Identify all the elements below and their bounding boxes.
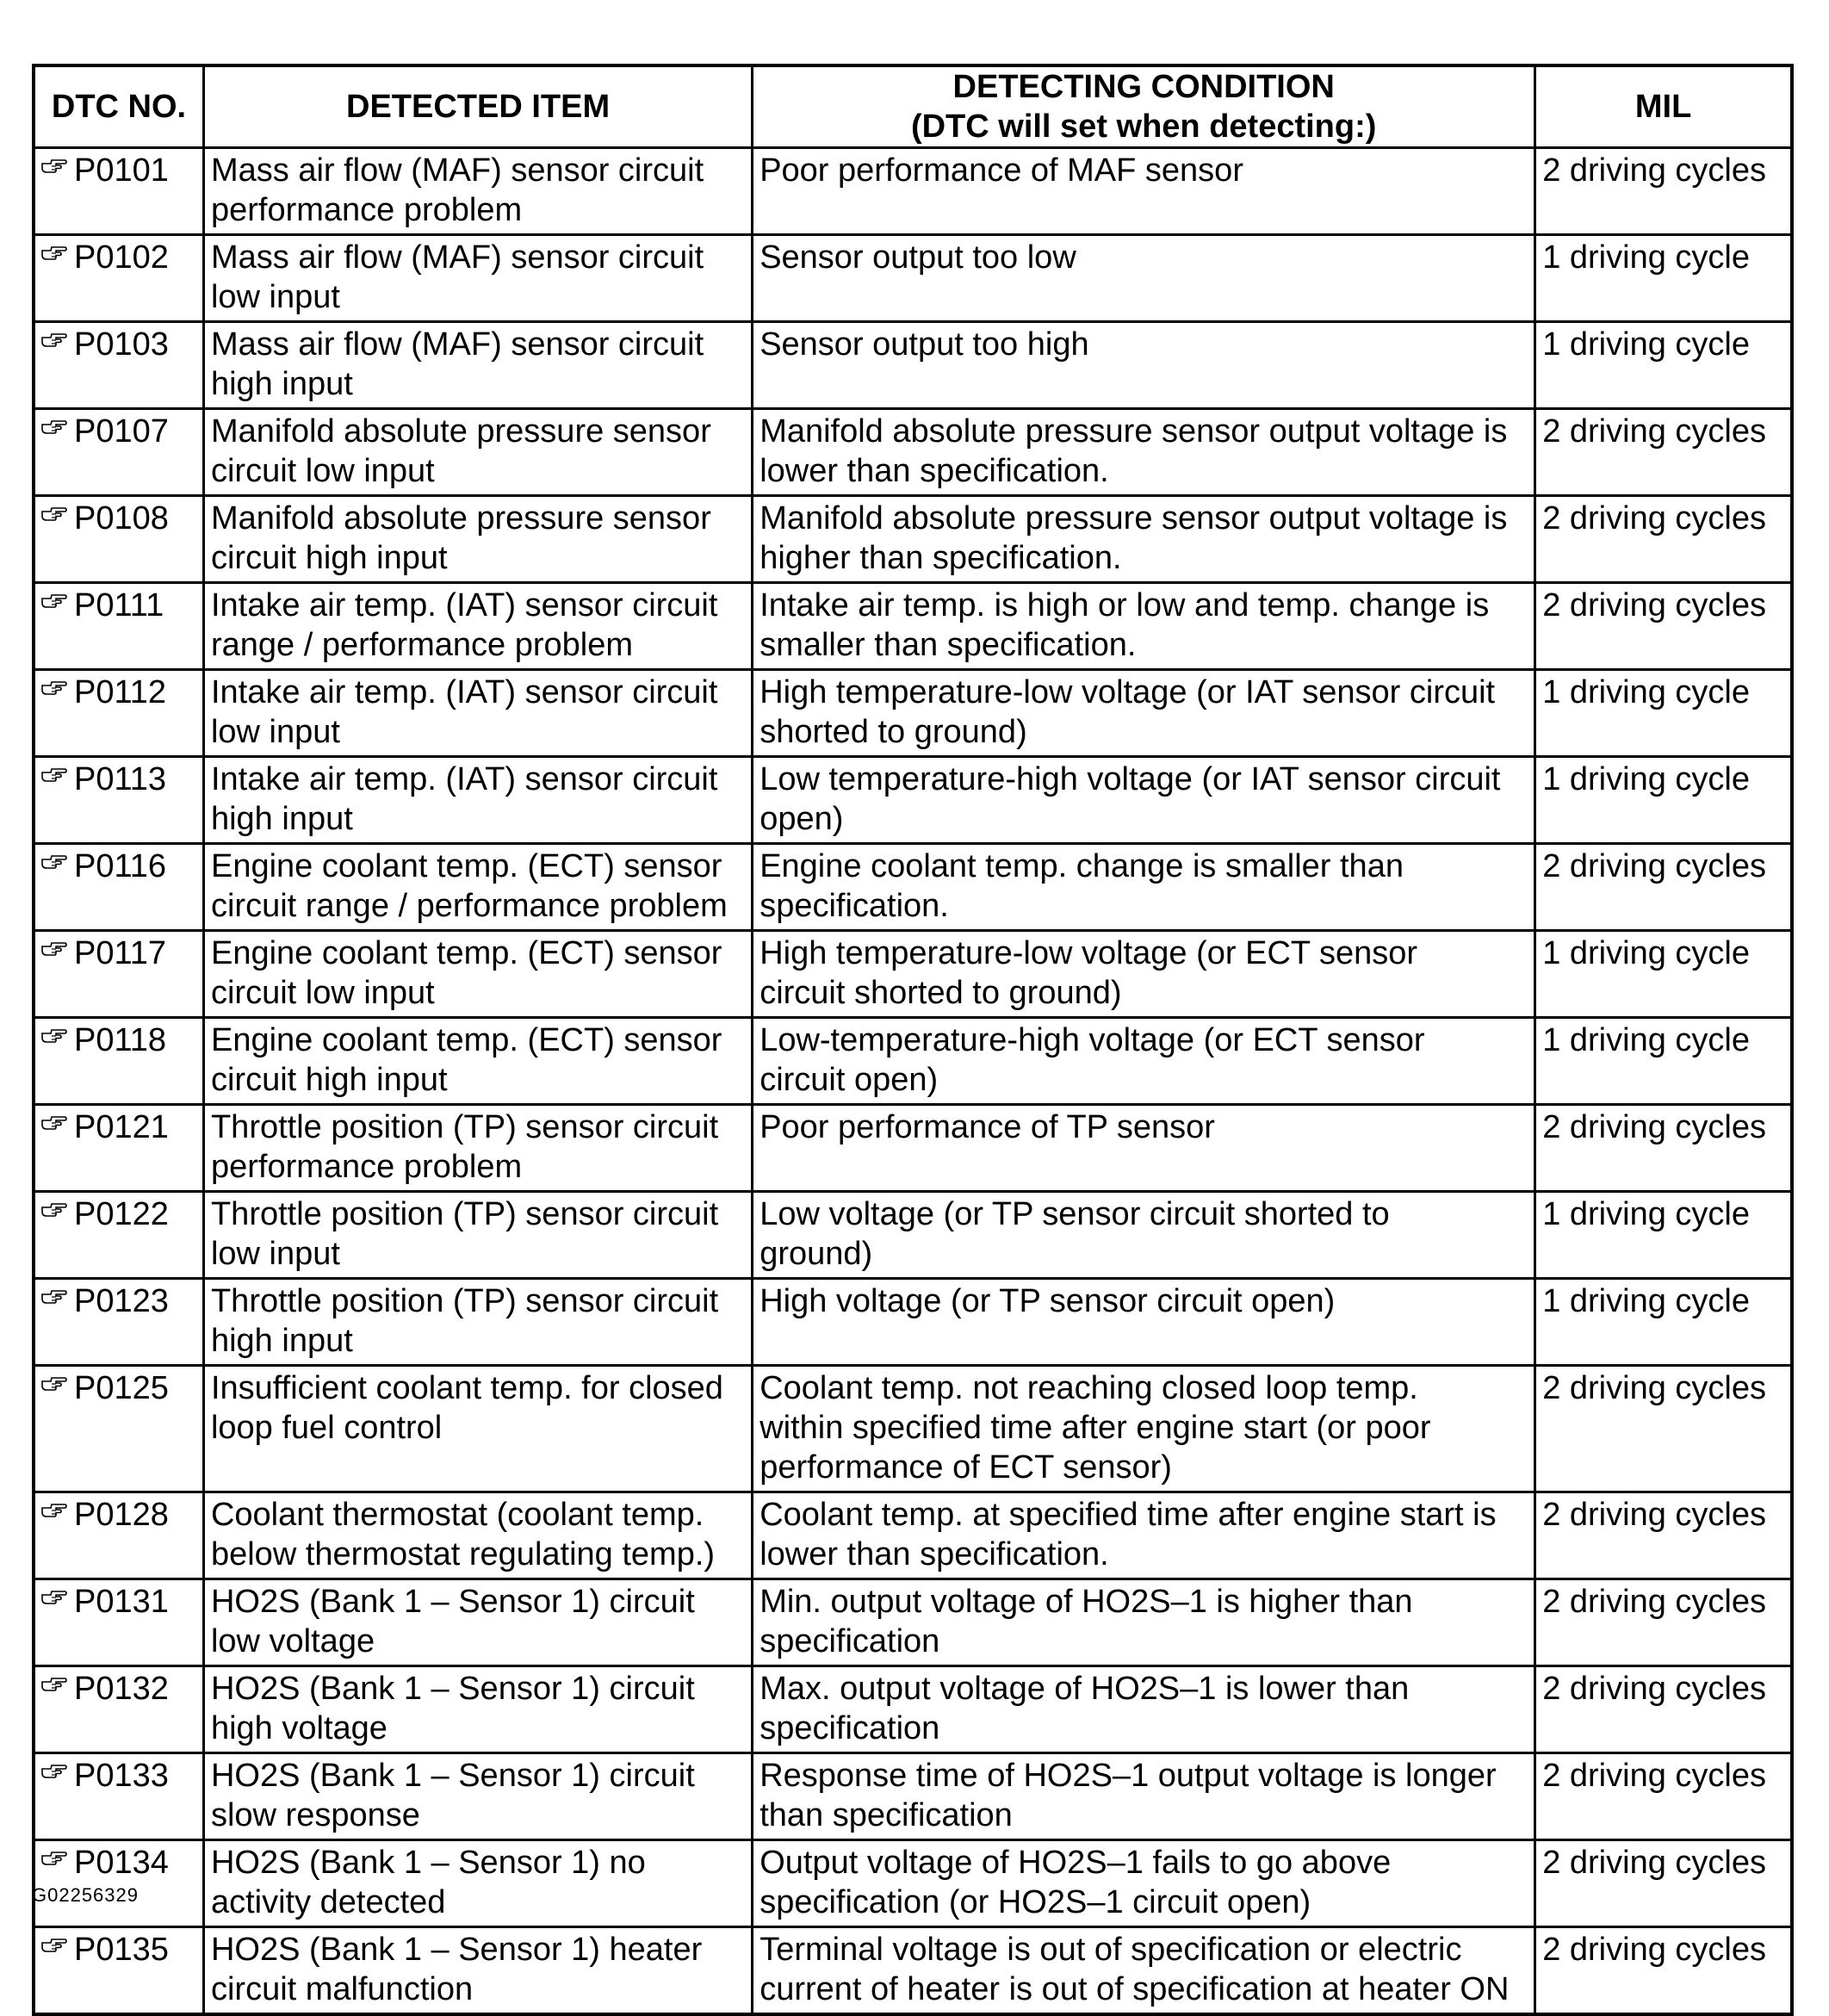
header-mil: MIL	[1535, 65, 1792, 148]
detected-item: HO2S (Bank 1 – Sensor 1) heater circuit malfunction	[210, 1932, 703, 2007]
dtc-code-cell	[34, 670, 203, 757]
detecting-condition: Output voltage of HO2S–1 fails to go above specification (or HO2S–1 circuit open)	[760, 1845, 1392, 1920]
detected-item-cell	[203, 583, 752, 670]
pointing-hand-icon	[41, 592, 67, 608]
dtc-code: P0101	[74, 152, 169, 189]
detecting-condition-cell	[753, 1018, 1535, 1105]
detected-item: HO2S (Bank 1 – Sensor 1) no activity detected	[210, 1845, 646, 1920]
mil-value: 1 driving cycle	[1542, 239, 1750, 276]
table-row	[34, 931, 1792, 1018]
table-row	[34, 1927, 1792, 2015]
dtc-code: P0125	[74, 1370, 169, 1406]
mil-value: 1 driving cycle	[1542, 935, 1750, 971]
pointing-hand-icon	[41, 1850, 67, 1865]
detected-item-cell	[203, 496, 752, 583]
detecting-condition: Terminal voltage is out of specification or electric current of heater is out of specification at heater ON	[760, 1932, 1510, 2007]
detecting-condition-cell	[753, 496, 1535, 583]
dtc-code: P0117	[74, 935, 167, 971]
table-row	[34, 1579, 1792, 1666]
detecting-condition-cell	[753, 1753, 1535, 1840]
table-row	[34, 1105, 1792, 1192]
table-row	[34, 583, 1792, 670]
header-detected-item: DETECTED ITEM	[203, 65, 752, 148]
mil-cell	[1535, 1018, 1792, 1105]
mil-value: 2 driving cycles	[1542, 413, 1766, 450]
detecting-condition: Max. output voltage of HO2S–1 is lower than specification	[760, 1671, 1410, 1746]
dtc-code: P0123	[74, 1283, 169, 1319]
detected-item-cell	[203, 844, 752, 931]
detecting-condition: Sensor output too high	[760, 326, 1089, 363]
dtc-table	[32, 64, 1794, 2016]
table-row	[34, 1753, 1792, 1840]
table-row	[34, 496, 1792, 583]
detected-item: HO2S (Bank 1 – Sensor 1) circuit slow response	[210, 1758, 695, 1833]
detected-item-cell	[203, 409, 752, 496]
header-detecting-condition	[753, 65, 1535, 148]
pointing-hand-icon	[41, 1763, 67, 1778]
dtc-code-cell	[34, 322, 203, 409]
mil-value: 2 driving cycles	[1542, 152, 1766, 189]
detected-item-cell	[203, 322, 752, 409]
detecting-condition: Poor performance of MAF sensor	[760, 152, 1243, 189]
detecting-condition: High temperature-low voltage (or IAT sensor circuit shorted to ground)	[760, 674, 1496, 750]
mil-cell	[1535, 1753, 1792, 1840]
detected-item: Engine coolant temp. (ECT) sensor circuit high input	[210, 1022, 722, 1098]
dtc-code-cell	[34, 1492, 203, 1579]
dtc-code-cell	[34, 409, 203, 496]
detecting-condition-cell	[753, 409, 1535, 496]
detected-item-cell	[203, 757, 752, 844]
dtc-code: P0135	[74, 1932, 169, 1968]
detected-item: Manifold absolute pressure sensor circuit high input	[210, 500, 711, 576]
table-row	[34, 1018, 1792, 1105]
mil-value: 2 driving cycles	[1542, 1109, 1766, 1145]
mil-value: 2 driving cycles	[1542, 1845, 1766, 1881]
detected-item-cell	[203, 1840, 752, 1927]
mil-value: 1 driving cycle	[1542, 761, 1750, 797]
detecting-condition-cell	[753, 148, 1535, 235]
mil-cell	[1535, 235, 1792, 322]
pointing-hand-icon	[41, 332, 67, 347]
detecting-condition: Low temperature-high voltage (or IAT sensor circuit open)	[760, 761, 1501, 837]
detecting-condition: Poor performance of TP sensor	[760, 1109, 1215, 1145]
header-dtc-no: DTC NO.	[34, 65, 203, 148]
dtc-code: P0107	[74, 413, 169, 450]
pointing-hand-icon	[41, 1589, 67, 1604]
table-row	[34, 757, 1792, 844]
detected-item-cell	[203, 1366, 752, 1492]
table-row	[34, 1840, 1792, 1927]
detected-item-cell	[203, 670, 752, 757]
detecting-condition: Response time of HO2S–1 output voltage is longer than specification	[760, 1758, 1497, 1833]
dtc-code: P0128	[74, 1497, 169, 1533]
dtc-code-cell	[34, 1279, 203, 1366]
table-row	[34, 1666, 1792, 1753]
table-row	[34, 1492, 1792, 1579]
mil-cell	[1535, 1366, 1792, 1492]
detected-item: Manifold absolute pressure sensor circuit low input	[210, 413, 711, 489]
detecting-condition-cell	[753, 931, 1535, 1018]
table-body	[34, 148, 1792, 2015]
detected-item: Mass air flow (MAF) sensor circuit performance problem	[210, 152, 704, 228]
mil-value: 2 driving cycles	[1542, 1584, 1766, 1620]
dtc-code: P0103	[74, 326, 169, 363]
pointing-hand-icon	[41, 1288, 67, 1304]
dtc-code-cell	[34, 1666, 203, 1753]
pointing-hand-icon	[41, 506, 67, 521]
mil-cell	[1535, 322, 1792, 409]
pointing-hand-icon	[41, 766, 67, 782]
detecting-condition: Low-temperature-high voltage (or ECT sensor circuit open)	[760, 1022, 1425, 1098]
detecting-condition-cell	[753, 1279, 1535, 1366]
detecting-condition: Coolant temp. not reaching closed loop temp. within specified time after engine start (or poor performance of ECT sensor)	[760, 1370, 1431, 1486]
dtc-code: P0121	[74, 1109, 169, 1145]
detected-item-cell	[203, 148, 752, 235]
detecting-condition-cell	[753, 1105, 1535, 1192]
detected-item: Intake air temp. (IAT) sensor circuit low input	[210, 674, 718, 750]
detected-item-cell	[203, 1492, 752, 1579]
detecting-condition-cell	[753, 670, 1535, 757]
mil-cell	[1535, 1492, 1792, 1579]
mil-cell	[1535, 757, 1792, 844]
dtc-code: P0118	[74, 1022, 167, 1058]
table-row	[34, 1366, 1792, 1492]
dtc-code: P0131	[74, 1584, 169, 1620]
mil-value: 1 driving cycle	[1542, 326, 1750, 363]
dtc-code-cell	[34, 583, 203, 670]
detecting-condition-cell	[753, 322, 1535, 409]
detecting-condition-cell	[753, 844, 1535, 931]
pointing-hand-icon	[41, 419, 67, 434]
pointing-hand-icon	[41, 1201, 67, 1217]
mil-value: 2 driving cycles	[1542, 848, 1766, 884]
dtc-code-cell	[34, 1105, 203, 1192]
table-row	[34, 148, 1792, 235]
detecting-condition-cell	[753, 1492, 1535, 1579]
mil-value: 2 driving cycles	[1542, 1758, 1766, 1794]
mil-value: 2 driving cycles	[1542, 1932, 1766, 1968]
detecting-condition: Sensor output too low	[760, 239, 1076, 276]
detecting-condition: Intake air temp. is high or low and temp. change is smaller than specification.	[760, 587, 1490, 663]
mil-cell	[1535, 148, 1792, 235]
dtc-code-cell	[34, 496, 203, 583]
mil-cell	[1535, 1105, 1792, 1192]
mil-cell	[1535, 844, 1792, 931]
detecting-condition-cell	[753, 1366, 1535, 1492]
pointing-hand-icon	[41, 1114, 67, 1130]
dtc-code-cell	[34, 1927, 203, 2015]
pointing-hand-icon	[41, 1937, 67, 1952]
detected-item: Engine coolant temp. (ECT) sensor circuit range / performance problem	[210, 848, 728, 924]
detected-item: HO2S (Bank 1 – Sensor 1) circuit high voltage	[210, 1671, 695, 1746]
mil-cell	[1535, 409, 1792, 496]
detecting-condition-cell	[753, 1840, 1535, 1927]
detecting-condition-cell	[753, 757, 1535, 844]
table-row	[34, 844, 1792, 931]
mil-cell	[1535, 1192, 1792, 1279]
dtc-code: P0102	[74, 239, 169, 276]
detecting-condition: High temperature-low voltage (or ECT sensor circuit shorted to ground)	[760, 935, 1418, 1011]
mil-value: 1 driving cycle	[1542, 674, 1750, 710]
dtc-code: P0108	[74, 500, 169, 537]
table-header	[34, 65, 1792, 148]
dtc-code-cell	[34, 757, 203, 844]
detected-item: Throttle position (TP) sensor circuit performance problem	[210, 1109, 719, 1185]
table-row	[34, 409, 1792, 496]
detected-item-cell	[203, 1279, 752, 1366]
detecting-condition: Low voltage (or TP sensor circuit shorted to ground)	[760, 1196, 1390, 1272]
detected-item: Throttle position (TP) sensor circuit low input	[210, 1196, 719, 1272]
dtc-code-cell	[34, 844, 203, 931]
detecting-condition: Coolant temp. at specified time after engine start is lower than specification.	[760, 1497, 1497, 1572]
detected-item-cell	[203, 1753, 752, 1840]
dtc-code: P0133	[74, 1758, 169, 1794]
mil-value: 1 driving cycle	[1542, 1022, 1750, 1058]
mil-cell	[1535, 496, 1792, 583]
dtc-code: P0122	[74, 1196, 169, 1232]
detecting-condition-cell	[753, 1666, 1535, 1753]
detected-item: Insufficient coolant temp. for closed loop fuel control	[210, 1370, 723, 1446]
dtc-code-cell	[34, 235, 203, 322]
detected-item: Intake air temp. (IAT) sensor circuit range / performance problem	[210, 587, 718, 663]
figure-id: G02256329	[32, 1884, 139, 1906]
detected-item: HO2S (Bank 1 – Sensor 1) circuit low voltage	[210, 1584, 695, 1659]
mil-cell	[1535, 583, 1792, 670]
mil-cell	[1535, 931, 1792, 1018]
table-row	[34, 322, 1792, 409]
detecting-condition: Manifold absolute pressure sensor output voltage is higher than specification.	[760, 500, 1508, 576]
detected-item-cell	[203, 1192, 752, 1279]
detected-item-cell	[203, 1666, 752, 1753]
detected-item-cell	[203, 235, 752, 322]
mil-cell	[1535, 1279, 1792, 1366]
pointing-hand-icon	[41, 1375, 67, 1391]
mil-cell	[1535, 1579, 1792, 1666]
mil-value: 1 driving cycle	[1542, 1196, 1750, 1232]
header-condition-line2: (DTC will set when detecting:)	[910, 109, 1377, 145]
dtc-code-cell	[34, 1018, 203, 1105]
detected-item-cell	[203, 1927, 752, 2015]
pointing-hand-icon	[41, 1027, 67, 1043]
dtc-code: P0112	[74, 674, 167, 710]
header-condition-line1: DETECTING CONDITION	[952, 69, 1335, 105]
detecting-condition-cell	[753, 1927, 1535, 2015]
table-row	[34, 1192, 1792, 1279]
pointing-hand-icon	[41, 940, 67, 956]
mil-cell	[1535, 1666, 1792, 1753]
pointing-hand-icon	[41, 853, 67, 869]
mil-value: 2 driving cycles	[1542, 1497, 1766, 1533]
detected-item: Intake air temp. (IAT) sensor circuit high input	[210, 761, 718, 837]
table-row	[34, 1279, 1792, 1366]
detecting-condition: Min. output voltage of HO2S–1 is higher than specification	[760, 1584, 1413, 1659]
dtc-code-cell	[34, 148, 203, 235]
detecting-condition: Manifold absolute pressure sensor output voltage is lower than specification.	[760, 413, 1508, 489]
detected-item: Throttle position (TP) sensor circuit high input	[210, 1283, 719, 1359]
detected-item: Mass air flow (MAF) sensor circuit low input	[210, 239, 704, 315]
table-row	[34, 670, 1792, 757]
detecting-condition-cell	[753, 1192, 1535, 1279]
dtc-code: P0116	[74, 848, 167, 884]
dtc-code: P0111	[74, 587, 164, 623]
dtc-code-cell	[34, 1366, 203, 1492]
detected-item-cell	[203, 1105, 752, 1192]
dtc-code-cell	[34, 1753, 203, 1840]
pointing-hand-icon	[41, 679, 67, 695]
dtc-code: P0113	[74, 761, 167, 797]
detected-item-cell	[203, 1018, 752, 1105]
detecting-condition-cell	[753, 235, 1535, 322]
detected-item-cell	[203, 931, 752, 1018]
dtc-code-cell	[34, 1192, 203, 1279]
dtc-code-cell	[34, 1840, 203, 1927]
dtc-code-cell	[34, 931, 203, 1018]
mil-value: 1 driving cycle	[1542, 1283, 1750, 1319]
mil-cell	[1535, 1927, 1792, 2015]
pointing-hand-icon	[41, 1502, 67, 1517]
mil-value: 2 driving cycles	[1542, 1370, 1766, 1406]
dtc-code: P0134	[74, 1845, 169, 1881]
dtc-code-cell	[34, 1579, 203, 1666]
mil-cell	[1535, 1840, 1792, 1927]
detecting-condition-cell	[753, 1579, 1535, 1666]
detected-item: Coolant thermostat (coolant temp. below thermostat regulating temp.)	[210, 1497, 716, 1572]
mil-value: 2 driving cycles	[1542, 1671, 1766, 1707]
dtc-code: P0132	[74, 1671, 169, 1707]
table-row	[34, 235, 1792, 322]
detected-item: Engine coolant temp. (ECT) sensor circuit low input	[210, 935, 722, 1011]
mil-value: 2 driving cycles	[1542, 587, 1766, 623]
detecting-condition: High voltage (or TP sensor circuit open)	[760, 1283, 1336, 1319]
mil-value: 2 driving cycles	[1542, 500, 1766, 537]
detecting-condition: Engine coolant temp. change is smaller than specification.	[760, 848, 1404, 924]
detected-item-cell	[203, 1579, 752, 1666]
pointing-hand-icon	[41, 1676, 67, 1691]
mil-cell	[1535, 670, 1792, 757]
detected-item: Mass air flow (MAF) sensor circuit high input	[210, 326, 704, 402]
detecting-condition-cell	[753, 583, 1535, 670]
pointing-hand-icon	[41, 158, 67, 173]
pointing-hand-icon	[41, 245, 67, 260]
header-row	[34, 65, 1792, 148]
